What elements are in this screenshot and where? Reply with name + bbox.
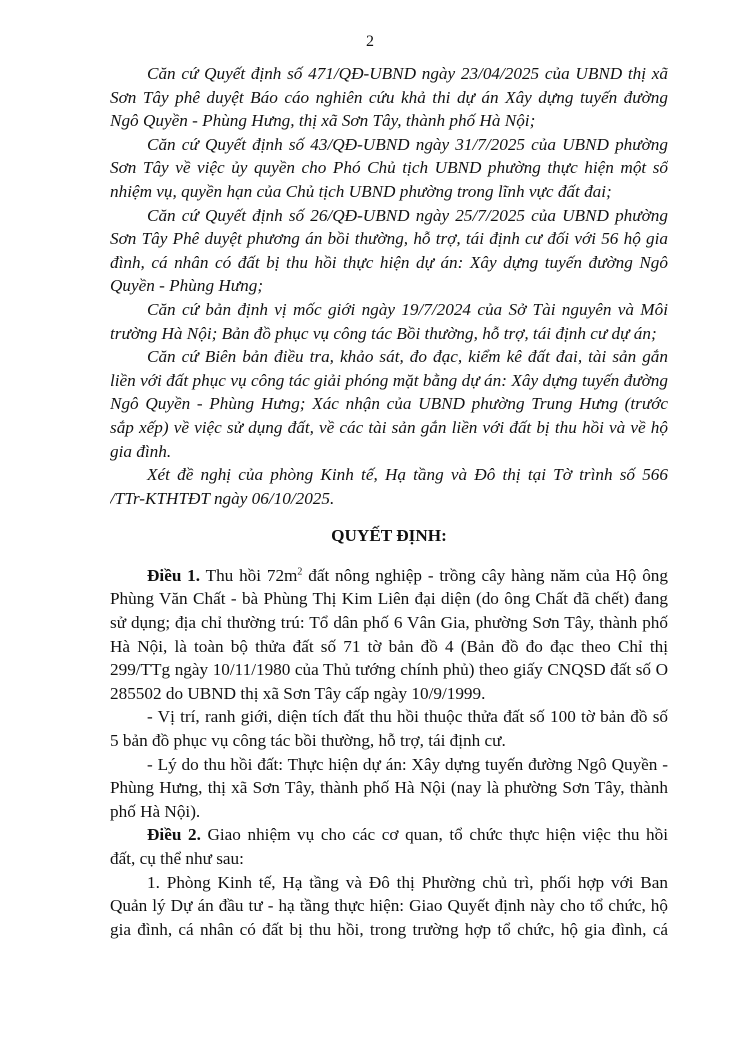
text-line: Ngô Quyền - Phùng Hưng; Xác nhận của UBND phường Trung Hưng (trước	[110, 394, 668, 414]
text-fragment: đất nông nghiệp - trồng cây hàng năm của Hộ ông	[302, 565, 668, 585]
text-line: Phùng Hưng, thị xã Sơn Tây, thành phố Hà Nội (nay là phường Sơn Tây, thành	[110, 778, 668, 798]
text-line	[110, 823, 668, 847]
text-line: gia đình.	[110, 441, 172, 461]
text-line: sử dụng; địa chỉ thường trú: Tổ dân phố 6 Vân Gia, phường Sơn Tây, thành phố	[110, 613, 668, 633]
text-line: sắp xếp) về việc sử dụng đất, về các tài sản gắn liền với đất bị thu hồi và về hộ	[110, 417, 668, 437]
bullet-paragraph	[110, 705, 668, 752]
preamble-paragraph	[110, 204, 668, 298]
text-line: - Vị trí, ranh giới, diện tích đất thu hồi thuộc thửa đất số 100 tờ bản đồ số	[147, 707, 668, 727]
text-line: - Lý do thu hồi đất: Thực hiện dự án: Xây dựng tuyến đường Ngô Quyền -	[147, 754, 668, 774]
document-body	[110, 62, 668, 941]
text-line: 5 bản đồ phục vụ công tác bồi thường, hỗ trợ, tái định cư.	[110, 731, 506, 751]
text-line: 1. Phòng Kinh tế, Hạ tầng và Đô thị Phường chủ trì, phối hợp với Ban	[147, 872, 668, 892]
preamble-paragraph	[110, 463, 668, 510]
text-line: đất, cụ thể như sau:	[110, 849, 244, 868]
text-line: Quản lý Dự án đầu tư - hạ tầng thực hiện: Giao Quyết định này cho tổ chức, hộ	[110, 896, 668, 916]
text-line	[110, 564, 668, 588]
article-label: Điều 1.	[147, 565, 201, 585]
superscript: 2	[297, 566, 303, 578]
page-number: 2	[366, 33, 374, 50]
text-line: Căn cứ Biên bản điều tra, khảo sát, đo đạc, kiểm kê đất đai, tài sản gắn	[147, 347, 668, 367]
text-line: phố Hà Nội).	[110, 801, 201, 821]
preamble-paragraph	[110, 345, 668, 463]
text-line: 299/TTg ngày 10/11/1980 của Thủ tướng chính phủ) theo giấy CNQSD đất số O	[110, 660, 668, 680]
text-line: Phùng Văn Chất - bà Phùng Thị Kim Liên đại diện (do ông Chất đã chết) đang	[110, 589, 668, 609]
text-line: Căn cứ Quyết định số 43/QĐ-UBND ngày 31/7/2025 của UBND phường	[147, 134, 668, 154]
article-1	[110, 564, 668, 824]
text-line: liền với đất phục vụ công tác giải phóng mặt bằng dự án: Xây dựng tuyến đường	[110, 370, 668, 390]
text-fragment: Thu hồi 72m	[200, 565, 298, 585]
numbered-item	[110, 871, 668, 942]
text-line: Quyền - Phùng Hưng;	[110, 276, 264, 296]
text-line: nhiệm vụ, quyền hạn của Chủ tịch UBND phường trong lĩnh vực đất đai;	[110, 181, 612, 201]
text-line: Hà Nội, là toàn bộ thửa đất số 71 tờ bản đồ 4 (Bản đồ đo đạc theo Chỉ thị	[110, 636, 668, 656]
text-line: 285502 do UBND thị xã Sơn Tây cấp ngày 10/9/1999.	[110, 683, 486, 703]
article-label: Điều 2.	[147, 825, 201, 845]
preamble-paragraph	[110, 62, 668, 133]
text-fragment: Giao nhiệm vụ cho các cơ quan, tổ chức thực hiện việc thu hồi	[200, 825, 668, 845]
article-2	[110, 823, 668, 941]
text-line: Căn cứ Quyết định số 26/QĐ-UBND ngày 25/7/2025 của UBND phường	[147, 205, 668, 225]
bullet-paragraph	[110, 753, 668, 824]
text-line: Sơn Tây phê duyệt Báo cáo nghiên cứu khả thi dự án Xây dựng tuyến đường	[110, 87, 668, 107]
text-line: trường Hà Nội; Bản đồ phục vụ công tác Bồi thường, hỗ trợ, tái định cư dự án;	[110, 323, 657, 343]
text-line: Sơn Tây về việc ủy quyền cho Phó Chủ tịch UBND phường thực hiện một số	[110, 158, 668, 178]
text-line: Xét đề nghị của phòng Kinh tế, Hạ tầng và Đô thị tại Tờ trình số 566	[147, 465, 668, 485]
text-line: Căn cứ Quyết định số 471/QĐ-UBND ngày 23/04/2025 của UBND thị xã	[147, 64, 668, 83]
text-line: đình, cá nhân có đất bị thu hồi thực hiện dự án: Xây dựng tuyến đường Ngô	[110, 252, 668, 272]
text-line: Căn cứ bản định vị mốc giới ngày 19/7/2024 của Sở Tài nguyên và Môi	[147, 299, 668, 319]
text-line: /TTr-KTHTĐT ngày 06/10/2025.	[110, 488, 335, 508]
text-line: Ngô Quyền - Phùng Hưng, thị xã Sơn Tây, thành phố Hà Nội;	[110, 111, 536, 131]
preamble-paragraph	[110, 133, 668, 204]
text-line: Sơn Tây Phê duyệt phương án bồi thường, hỗ trợ, tái định cư đối với 56 hộ gia	[110, 229, 668, 249]
decision-title: QUYẾT ĐỊNH:	[331, 526, 447, 546]
text-line: gia đình, cá nhân có đất bị thu hồi, trong trường hợp tổ chức, hộ gia đình, cá	[110, 919, 668, 939]
preamble-paragraph	[110, 298, 668, 345]
